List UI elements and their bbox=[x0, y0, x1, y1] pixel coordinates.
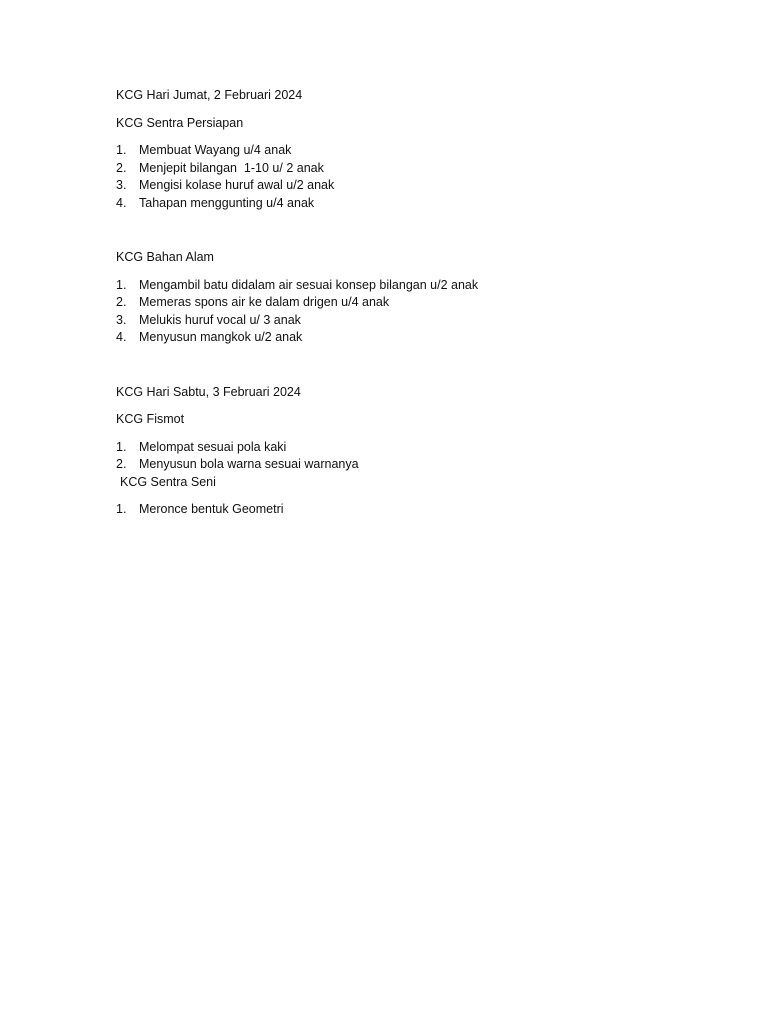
list-item-text: Menjepit bilangan 1-10 u/ 2 anak bbox=[139, 160, 324, 175]
section-heading-sentra-seni: KCG Sentra Seni bbox=[120, 474, 216, 489]
activity-list-bahan-alam bbox=[116, 277, 676, 347]
list-item-number: 2. bbox=[116, 160, 127, 175]
list-item-text: Memeras spons air ke dalam drigen u/4 anak bbox=[139, 295, 390, 309]
section-heading-sentra-persiapan: KCG Sentra Persiapan bbox=[116, 115, 244, 130]
list-item bbox=[116, 294, 676, 312]
list-item-number: 4. bbox=[116, 330, 127, 344]
list-item-number: 4. bbox=[116, 195, 127, 210]
list-item-number: 2. bbox=[116, 295, 127, 309]
activity-list-fismot bbox=[116, 439, 676, 474]
list-item-text: Mengisi kolase huruf awal u/2 anak bbox=[139, 178, 335, 192]
list-item bbox=[116, 277, 676, 295]
list-item-text: Mengambil batu didalam air sesuai konsep bilangan u/2 anak bbox=[139, 277, 479, 292]
day-heading-saturday: KCG Hari Sabtu, 3 Februari 2024 bbox=[116, 384, 301, 399]
list-item bbox=[116, 142, 676, 160]
list-item-text: Menyusun bola warna sesuai warnanya bbox=[139, 457, 359, 471]
list-item-text: Menyusun mangkok u/2 anak bbox=[139, 330, 303, 344]
list-item-number: 3. bbox=[116, 312, 127, 327]
list-item bbox=[116, 177, 676, 195]
list-item-text: Membuat Wayang u/4 anak bbox=[139, 143, 292, 157]
list-item bbox=[116, 160, 676, 178]
section-heading-bahan-alam: KCG Bahan Alam bbox=[116, 250, 214, 264]
document-page bbox=[116, 87, 676, 519]
list-item-text: Meronce bentuk Geometri bbox=[139, 502, 284, 516]
activity-list-sentra-persiapan bbox=[116, 142, 676, 212]
list-item bbox=[116, 312, 676, 330]
list-item bbox=[116, 456, 676, 474]
list-item-number: 1. bbox=[116, 277, 127, 292]
list-item-text: Tahapan menggunting u/4 anak bbox=[139, 195, 315, 210]
activity-list-sentra-seni bbox=[116, 501, 676, 519]
list-item bbox=[116, 439, 676, 457]
section-heading-fismot: KCG Fismot bbox=[116, 412, 185, 426]
list-item-number: 1. bbox=[116, 143, 127, 157]
list-item bbox=[116, 329, 676, 347]
list-item-text: Melompat sesuai pola kaki bbox=[139, 439, 287, 454]
list-item-number: 1. bbox=[116, 439, 127, 454]
blank-line bbox=[116, 347, 676, 384]
list-item-text: Melukis huruf vocal u/ 3 anak bbox=[139, 312, 301, 327]
list-item bbox=[116, 195, 676, 213]
list-item-number: 1. bbox=[116, 502, 127, 516]
day-heading-friday: KCG Hari Jumat, 2 Februari 2024 bbox=[116, 88, 303, 102]
list-item bbox=[116, 501, 676, 519]
list-item-number: 3. bbox=[116, 178, 127, 192]
list-item-number: 2. bbox=[116, 457, 127, 471]
blank-line bbox=[116, 212, 676, 249]
